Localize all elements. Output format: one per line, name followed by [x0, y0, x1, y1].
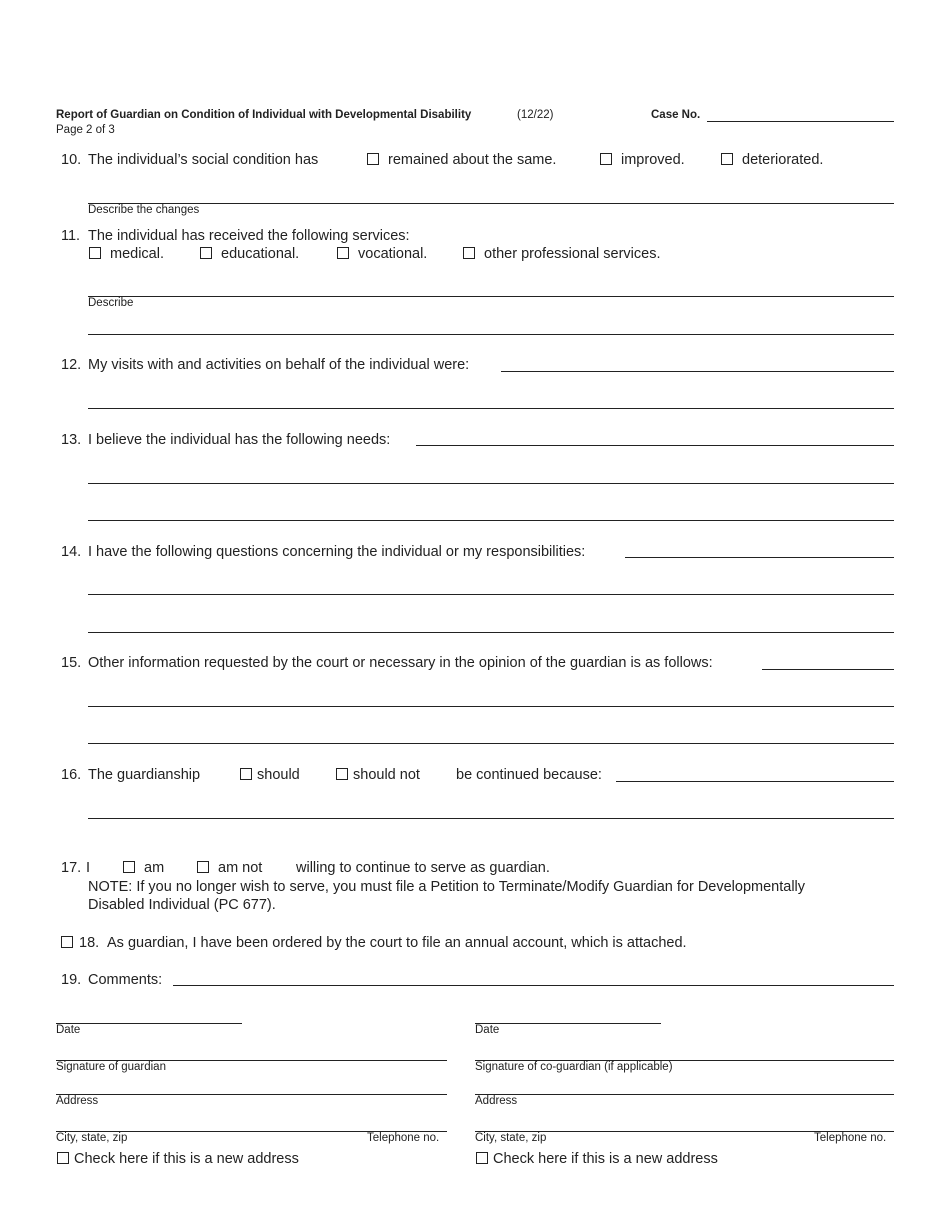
q14-field-2[interactable] — [88, 594, 894, 595]
q17-tail-text: willing to continue to serve as guardian. — [296, 860, 550, 876]
q11-educational-checkbox[interactable] — [200, 247, 212, 259]
q14-number: 14. — [61, 544, 82, 560]
q10-deteriorated-label: deteriorated. — [742, 152, 824, 168]
q10-text: The individual’s social condition has — [88, 152, 319, 168]
q16-should-not-checkbox[interactable] — [336, 768, 348, 780]
q10-same-label: remained about the same. — [388, 152, 557, 168]
left-phone-label: Telephone no. — [367, 1132, 440, 1144]
q16-should-checkbox[interactable] — [240, 768, 252, 780]
q14-field-3[interactable] — [88, 632, 894, 633]
q19-text: Comments: — [88, 972, 163, 988]
q17-note-line-2: Disabled Individual (PC 677). — [88, 897, 276, 913]
q12-number: 12. — [61, 357, 82, 373]
q11-medical-checkbox[interactable] — [89, 247, 101, 259]
q11-other-checkbox[interactable] — [463, 247, 475, 259]
q17-am-checkbox[interactable] — [123, 861, 135, 873]
q11-educational-label: educational. — [221, 246, 300, 262]
q13-number: 13. — [61, 432, 82, 448]
right-address-field[interactable] — [475, 1094, 894, 1095]
right-new-address-label: Check here if this is a new address — [493, 1151, 718, 1167]
right-date-label: Date — [475, 1024, 500, 1036]
q18-text: As guardian, I have been ordered by the court to file an annual account, which is attached. — [107, 935, 687, 951]
q19-number: 19. — [61, 972, 82, 988]
q16-should-not-label: should not — [353, 767, 420, 783]
right-phone-label: Telephone no. — [814, 1132, 887, 1144]
q11-describe-field-2[interactable] — [88, 334, 894, 335]
form-title: Report of Guardian on Condition of Individual with Developmental Disability — [56, 109, 472, 121]
case-number-field[interactable] — [707, 121, 894, 122]
right-new-address-checkbox[interactable] — [476, 1152, 488, 1164]
q17-am-not-checkbox[interactable] — [197, 861, 209, 873]
left-address-label: Address — [56, 1095, 99, 1107]
q10-number: 10. — [61, 152, 82, 168]
q15-number: 15. — [61, 655, 82, 671]
q13-text: I believe the individual has the following needs: — [88, 432, 391, 448]
q11-number: 11. — [61, 228, 81, 244]
q15-field-3[interactable] — [88, 743, 894, 744]
q12-text: My visits with and activities on behalf of the individual were: — [88, 357, 470, 373]
q11-other-label: other professional services. — [484, 246, 661, 262]
left-date-field[interactable] — [56, 1023, 242, 1024]
q12-field-2[interactable] — [88, 408, 894, 409]
left-signature-label: Signature of guardian — [56, 1061, 166, 1073]
q15-field[interactable] — [762, 669, 894, 670]
form-revision: (12/22) — [517, 109, 554, 121]
right-date-field[interactable] — [475, 1023, 661, 1024]
q13-field-3[interactable] — [88, 520, 894, 521]
q14-field[interactable] — [625, 557, 894, 558]
left-new-address-label: Check here if this is a new address — [74, 1151, 299, 1167]
q17-am-not-label: am not — [218, 860, 263, 876]
left-address-field[interactable] — [56, 1094, 447, 1095]
q11-describe-label: Describe — [88, 297, 134, 309]
q10-deteriorated-checkbox[interactable] — [721, 153, 733, 165]
q13-field-2[interactable] — [88, 483, 894, 484]
q16-field[interactable] — [616, 781, 894, 782]
q16-number: 16. — [61, 767, 82, 783]
q11-vocational-checkbox[interactable] — [337, 247, 349, 259]
q19-comments-field[interactable] — [173, 985, 894, 986]
page-number: Page 2 of 3 — [56, 124, 115, 136]
q10-improved-label: improved. — [621, 152, 685, 168]
q10-describe-label: Describe the changes — [88, 204, 200, 216]
q17-am-label: am — [144, 860, 165, 876]
right-address-label: Address — [475, 1095, 518, 1107]
right-signature-label: Signature of co-guardian (if applicable) — [475, 1061, 673, 1073]
q10-same-checkbox[interactable] — [367, 153, 379, 165]
q13-field[interactable] — [416, 445, 894, 446]
q16-text: The guardianship — [88, 767, 201, 783]
q11-text: The individual has received the following services: — [88, 228, 410, 244]
q10-improved-checkbox[interactable] — [600, 153, 612, 165]
left-date-label: Date — [56, 1024, 81, 1036]
q17-text: I — [86, 860, 91, 876]
left-city-label: City, state, zip — [56, 1132, 128, 1144]
q10-describe-field[interactable] — [88, 203, 894, 204]
case-number-label: Case No. — [651, 109, 701, 121]
q16-tail-text: be continued because: — [456, 767, 602, 783]
q12-field[interactable] — [501, 371, 894, 372]
q14-text: I have the following questions concerning the individual or my responsibilities: — [88, 544, 586, 560]
left-new-address-checkbox[interactable] — [57, 1152, 69, 1164]
q15-field-2[interactable] — [88, 706, 894, 707]
q17-note-line-1: NOTE: If you no longer wish to serve, you must file a Petition to Terminate/Modify Guardian for Developmentally — [88, 879, 806, 895]
q16-field-2[interactable] — [88, 818, 894, 819]
q16-should-label: should — [257, 767, 300, 783]
q18-checkbox[interactable] — [61, 936, 73, 948]
q18-number: 18. — [79, 935, 100, 951]
q11-vocational-label: vocational. — [358, 246, 428, 262]
q11-medical-label: medical. — [110, 246, 164, 262]
q11-describe-field[interactable] — [88, 296, 894, 297]
right-city-label: City, state, zip — [475, 1132, 547, 1144]
q17-number: 17. — [61, 860, 82, 876]
q15-text: Other information requested by the court or necessary in the opinion of the guardian is as follows: — [88, 655, 713, 671]
